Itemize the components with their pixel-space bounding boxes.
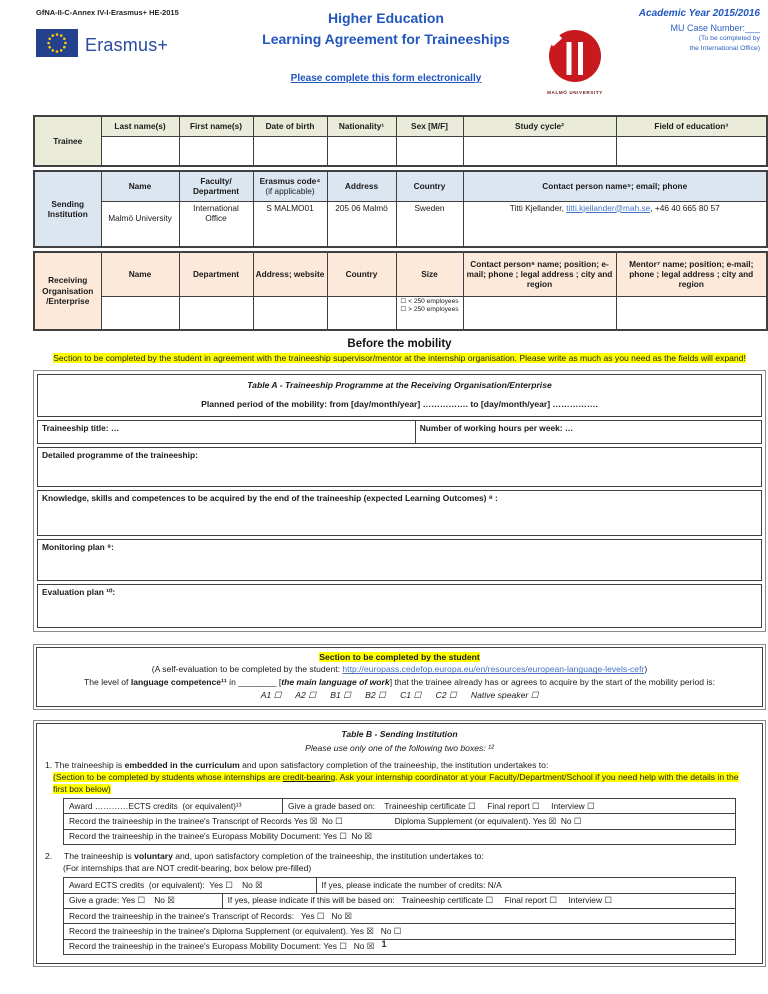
form-instruction: Please complete this form electronically	[290, 73, 482, 84]
case-number-block	[614, 23, 764, 95]
option-2-text: 2. The traineeship is voluntary and, upon satisfactory completion of the traineeship, the institution undertakes to:	[45, 851, 484, 862]
before-mobility-notice: Section to be completed by the student in agreement with the traineeship supervisor/mentor at the internship organisation. Please write as much as you need as the fields will expand!	[53, 353, 746, 363]
sending-address-value: 205 06 Malmö	[327, 201, 396, 247]
input-receiving-country[interactable]	[327, 296, 396, 330]
header-left	[36, 8, 236, 95]
col-receiving-country: Country	[327, 252, 396, 296]
table-a-period[interactable]: Planned period of the mobility: from [day/month/year] ……………. to [day/month/year] …………….	[201, 398, 598, 409]
col-nationality: Nationality¹	[327, 116, 396, 136]
form-body	[33, 115, 766, 967]
student-section-heading: Section to be completed by the student	[319, 651, 480, 662]
transcript-diploma-row[interactable]: Record the traineeship in the trainee's Transcript of Records Yes ☒ No ☐ Diploma Supplement (or equivalent). Yes ☒ No ☐	[64, 814, 735, 829]
table-b-title: Table B - Sending Institution	[341, 729, 458, 740]
evaluation-plan-field[interactable]: Evaluation plan ¹⁰:	[37, 584, 762, 628]
col-sending-erasmus-code: Erasmus code⁴ (if applicable)	[253, 171, 327, 201]
table-a-header	[37, 374, 762, 417]
input-study-cycle[interactable]	[463, 136, 616, 166]
col-sending-country: Country	[396, 171, 463, 201]
input-receiving-contact[interactable]	[463, 296, 616, 330]
col-receiving-department: Department	[179, 252, 253, 296]
erasmus-logo-text: Erasmus+	[85, 35, 169, 55]
input-receiving-department[interactable]	[179, 296, 253, 330]
knowledge-skills-field[interactable]: Knowledge, skills and competences to be acquired by the end of the traineeship (expected Learning Outcomes) ⁸ :	[37, 490, 762, 536]
contact-email-link[interactable]: titti.kjellander@mah.se	[566, 202, 651, 213]
grade-basis-yes-no[interactable]: If yes, please indicate if this will be based on: Traineeship certificate ☐ Final report ☐ Interview ☐	[227, 895, 612, 906]
header-right	[536, 8, 764, 95]
header-center	[236, 8, 536, 95]
sending-faculty-value: International Office	[179, 201, 253, 247]
col-sending-faculty: Faculty/ Department	[179, 171, 253, 201]
input-field-of-education[interactable]	[616, 136, 767, 166]
monitoring-plan-field[interactable]: Monitoring plan ⁹:	[37, 539, 762, 581]
sending-code-value: S MALMO01	[253, 201, 327, 247]
option-1-text: 1. The traineeship is embedded in the curriculum and upon satisfactory completion of the traineeship, the institution undertakes to:	[45, 760, 549, 771]
language-competence-section	[33, 644, 766, 711]
input-receiving-address[interactable]	[253, 296, 327, 330]
col-receiving-name: Name	[101, 252, 179, 296]
input-nationality[interactable]	[327, 136, 396, 166]
grade-basis-checkboxes[interactable]: Give a grade based on: Traineeship certificate ☐ Final report ☐ Interview ☐	[288, 800, 595, 811]
award-ects-yes-no[interactable]: Award ECTS credits (or equivalent): Yes ☐ No ☒	[64, 878, 317, 892]
trainee-table	[33, 115, 768, 167]
traineeship-title-field[interactable]: Traineeship title: …	[38, 421, 416, 443]
sending-institution-table	[33, 170, 768, 248]
sending-name-value: Malmö University	[101, 201, 179, 247]
option-1-note: (Section to be completed by students whose internships are credit-bearing. Ask your internship coordinator at your Faculty/Department/School if you need help with the details in the first box below)	[53, 771, 739, 794]
give-grade-yes-no[interactable]: Give a grade: Yes ☐ No ☒	[64, 894, 223, 908]
sending-row-label: Sending Institution	[34, 171, 101, 247]
language-level-line: The level of language competence¹¹ in ________ [the main language of work] that the trainee already has or agrees to acquire by the start of the mobility period is:	[84, 677, 715, 688]
col-date-of-birth: Date of birth	[253, 116, 327, 136]
section-heading-before-mobility: Before the mobility	[347, 338, 452, 350]
malmo-university-logo	[536, 23, 614, 95]
input-date-of-birth[interactable]	[253, 136, 327, 166]
number-of-credits[interactable]: If yes, please indicate the number of credits: N/A	[321, 879, 502, 890]
size-checkbox-large[interactable]: ☐ > 250 employees	[400, 305, 459, 313]
detailed-programme-field[interactable]: Detailed programme of the traineeship:	[37, 447, 762, 487]
col-field-of-education: Field of education³	[616, 116, 767, 136]
self-evaluation-line: (A self-evaluation to be completed by the student: http://europass.cedefop.europa.eu/en/resources/european-language-levels-cefr)	[151, 664, 648, 675]
receiving-organisation-table	[33, 251, 768, 331]
col-erasmus-code-sub: (if applicable)	[265, 186, 315, 197]
contact-name-text: Titti Kjellander,	[509, 202, 567, 213]
document-code: GfNA-II-C-Annex IV-I-Erasmus+ HE-2015	[36, 8, 179, 17]
page-title-line1: Higher Education	[328, 10, 444, 26]
page-title-line2: Learning Agreement for Traineeships	[262, 31, 510, 47]
case-number-field[interactable]: MU Case Number:___	[670, 23, 760, 33]
option-2-note: (For internships that are NOT credit-bearing, box below pre-filled)	[63, 862, 312, 873]
input-last-name[interactable]	[101, 136, 179, 166]
cefr-link[interactable]: http://europass.cedefop.europa.eu/en/resources/european-language-levels-cefr	[342, 664, 645, 675]
col-sending-contact: Contact person name⁵; email; phone	[463, 171, 767, 201]
case-number-note-1: (To be completed by	[698, 35, 760, 42]
trainee-row-label: Trainee	[34, 116, 101, 166]
col-receiving-contact: Contact person⁶ name; position; e-mail; phone ; legal address ; city and region	[463, 252, 616, 296]
page-number: 1	[381, 939, 387, 950]
input-receiving-name[interactable]	[101, 296, 179, 330]
erasmus-logo	[36, 29, 236, 62]
table-a-row-title-hours	[37, 420, 762, 444]
option-1-box	[63, 798, 736, 845]
europass-row-1[interactable]: Record the traineeship in the trainee's Europass Mobility Document: Yes ☐ No ☒	[69, 831, 372, 842]
col-sending-address: Address	[327, 171, 396, 201]
size-checkbox-small[interactable]: ☐ < 250 employees	[400, 297, 459, 305]
diploma-row-2[interactable]: Record the traineeship in the trainee's Diploma Supplement (or equivalent). Yes ☒ No ☐	[64, 924, 735, 939]
sending-contact-value	[463, 201, 767, 247]
table-a	[33, 370, 766, 632]
receiving-size-options	[396, 296, 463, 330]
col-receiving-size: Size	[396, 252, 463, 296]
award-ects-field[interactable]: Award …………ECTS credits (or equivalent)¹³	[64, 799, 283, 813]
working-hours-field[interactable]: Number of working hours per week: …	[419, 422, 574, 433]
col-first-name: First name(s)	[179, 116, 253, 136]
col-study-cycle: Study cycle²	[463, 116, 616, 136]
cefr-level-checkboxes[interactable]: A1 ☐ A2 ☐ B1 ☐ B2 ☐ C1 ☐ C2 ☐ Native speaker ☐	[260, 690, 539, 701]
col-receiving-address: Address; website	[253, 252, 327, 296]
eu-flag-icon	[36, 29, 78, 62]
sending-country-value: Sweden	[396, 201, 463, 247]
contact-phone-text: , +46 40 665 80 57	[650, 202, 720, 213]
transcript-row-2[interactable]: Record the traineeship in the trainee's Transcript of Records: Yes ☐ No ☒	[64, 909, 735, 924]
receiving-row-label: Receiving Organisation /Enterprise	[34, 252, 101, 330]
input-receiving-mentor[interactable]	[616, 296, 767, 330]
col-last-name: Last name(s)	[101, 116, 179, 136]
case-number-note-2: the International Office)	[689, 45, 760, 53]
mu-logo-caption: MALMÖ UNIVERSITY	[547, 90, 603, 95]
input-first-name[interactable]	[179, 136, 253, 166]
col-sex: Sex [M/F]	[396, 116, 463, 136]
europass-row-2[interactable]: Record the traineeship in the trainee's Europass Mobility Document: Yes ☐ No ☒	[69, 941, 375, 952]
academic-year: Academic Year 2015/2016	[638, 8, 760, 19]
input-sex[interactable]	[396, 136, 463, 166]
col-receiving-mentor: Mentor⁷ name; position; e-mail; phone ; legal address ; city and region	[616, 252, 767, 296]
table-a-title: Table A - Traineeship Programme at the Receiving Organisation/Enterprise	[247, 379, 552, 390]
table-b	[33, 720, 766, 967]
table-b-subtitle: Please use only one of the following two boxes: ¹²	[305, 742, 494, 753]
mu-m-icon	[548, 29, 602, 83]
page-header	[0, 8, 768, 95]
col-sending-name: Name	[101, 171, 179, 201]
